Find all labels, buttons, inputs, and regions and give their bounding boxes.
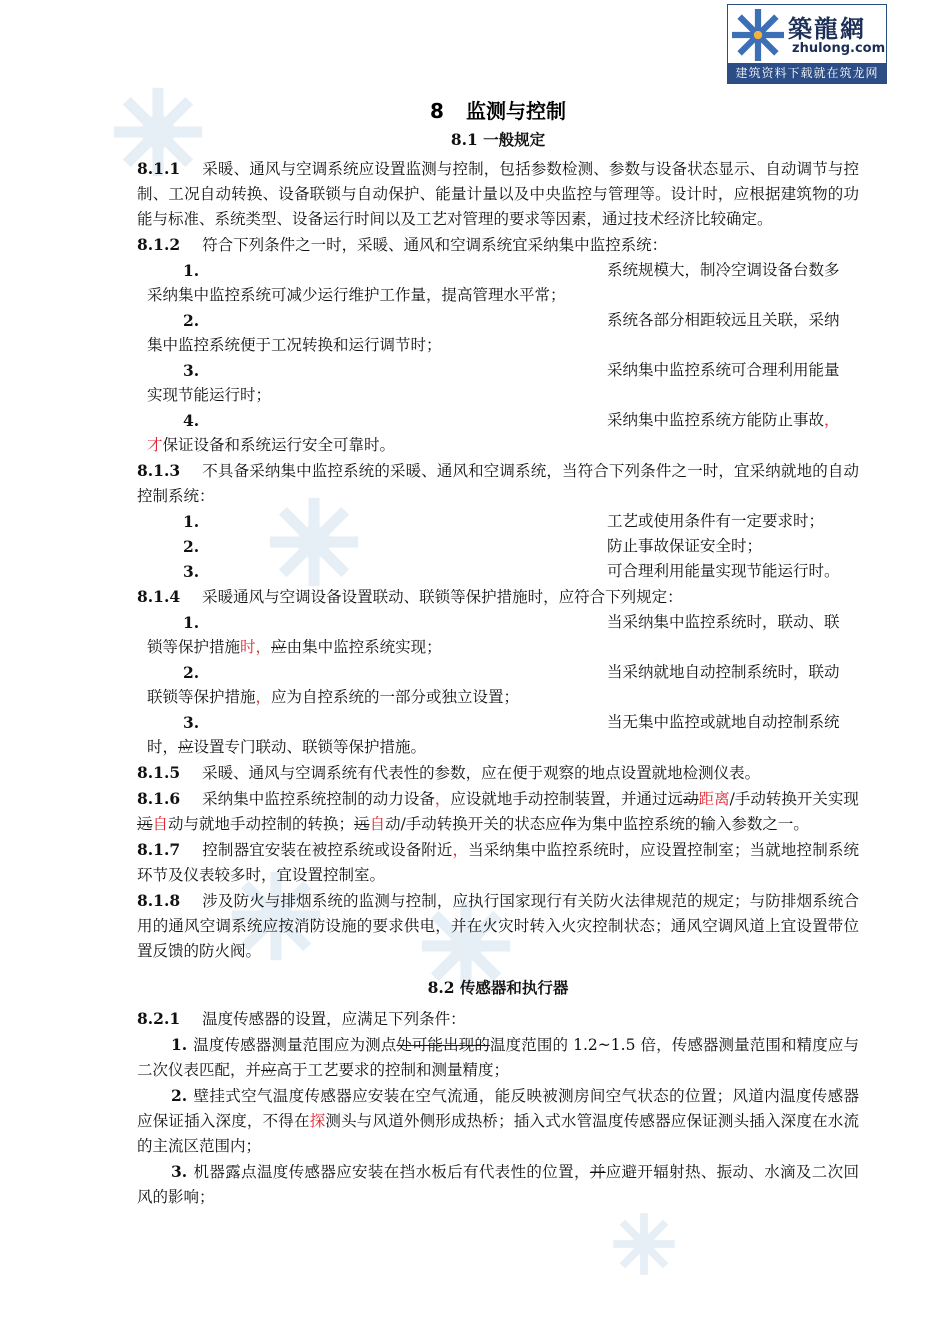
list-item: 1. 工艺或使用条件有一定要求时； <box>183 512 825 531</box>
clause-8-1-5: 8.1.5 采暖、通风与空调系统有代表性的参数，应在便于观察的地点设置就地检测仪表。 <box>137 763 761 782</box>
logo-slogan: 建筑资料下载就在筑龙网 <box>728 63 886 83</box>
clause-8-1-7: 8.1.7 控制器宜安装在被控系统或设备附近，当采纳集中监控系统时，应设置控制室；当就地控制系统环节及仪表较多时，宜设置控制室。 <box>137 840 859 884</box>
clause-8-1-3: 8.1.3 不具备采纳集中监控系统的采暖、通风和空调系统，当符合下列条件之一时，宜采纳就地的自动控制系统： <box>137 461 859 505</box>
clause-8-1-1: 8.1.1 采暖、通风与空调系统应设置监测与控制，包括参数检测、参数与设备状态显示、自动调节与控制、工况自动转换、设备联锁与自动保护、能量计量以及中央监控与管理等。设计时，应根据建筑物的功能与标准、系统类型、设备运行时间以及工艺对管理的要求等因素，通过技术经济比较确定。 <box>137 159 859 228</box>
list-item: 2. 防止事故保证安全时； <box>183 537 763 556</box>
list-item: 4. 采纳集中监控系统方能防止事故， <box>183 411 840 430</box>
list-item-continuation: 才保证设备和系统运行安全可靠时。 <box>147 436 396 454</box>
section-title-8-1: 8.1 一般规定 <box>450 130 546 149</box>
document-body <box>137 96 859 1210</box>
list-item: 3. 当无集中监控或就地自动控制系统 <box>183 713 840 732</box>
clause-8-2-1: 8.2.1 温度传感器的设置，应满足下列条件： <box>137 1009 466 1028</box>
clause-8-1-8: 8.1.8 涉及防火与排烟系统的监测与控制，应执行国家现行有关防火法律规范的规定；与防排烟系统合用的通风空调系统应按消防设施的要求供电，并在火灾时转入火灾控制状态；通风空调风道上宜设置带位置反馈的防火阀。 <box>137 891 859 960</box>
logo-name: 築龍網 <box>788 14 866 43</box>
list-item: 2. 当采纳就地自动控制系统时，联动 <box>183 663 840 682</box>
section-title-8-2: 8.2 传感器和执行器 <box>427 978 569 997</box>
logo-url: zhulong.com <box>792 41 886 56</box>
clause-8-1-2: 8.1.2 符合下列条件之一时，采暖、通风和空调系统宜采纳集中监控系统： <box>137 235 668 254</box>
list-item: 1. 温度传感器测量范围应为测点处可能出现的温度范围的 1.2~1.5 倍，传感器测量范围和精度应与二次仪表匹配，并应高于工艺要求的控制和测量精度； <box>137 1035 859 1079</box>
list-item-continuation: 采纳集中监控系统可减少运行维护工作量，提高管理水平常； <box>147 286 566 304</box>
list-item: 3. 采纳集中监控系统可合理利用能量 <box>183 361 840 380</box>
clause-8-1-4: 8.1.4 采暖通风与空调设备设置联动、联锁等保护措施时，应符合下列规定： <box>137 587 683 606</box>
list-item-continuation: 集中监控系统便于工况转换和运行调节时； <box>147 336 442 354</box>
list-item: 1. 系统规模大，制冷空调设备台数多 <box>183 261 840 280</box>
list-item: 2. 系统各部分相距较远且关联，采纳 <box>183 311 840 330</box>
list-item: 2. 壁挂式空气温度传感器应安装在空气流通，能反映被测房间空气状态的位置；风道内温度传感器应保证插入深度，不得在探测头与风道外侧形成热桥；插入式水管温度传感器应保证测头插入深度在水流的主流区范围内； <box>137 1086 859 1155</box>
chapter-title: 8 监测与控制 <box>430 99 566 123</box>
list-item-continuation: 时，应设置专门联动、联锁等保护措施。 <box>147 738 427 756</box>
clause-8-1-6: 8.1.6 采纳集中监控系统控制的动力设备，应设就地手动控制装置，并通过远动距离/手动转换开关实现远自动与就地手动控制的转换；远自动/手动转换开关的状态应作为集中监控系统的输入参数之一。 <box>137 789 859 833</box>
list-item-continuation: 联锁等保护措施，应为自控系统的一部分或独立设置； <box>147 688 520 706</box>
list-item: 3. 机器露点温度传感器应安装在挡水板后有代表性的位置，并应避开辐射热、振动、水滴及二次回风的影响； <box>137 1162 859 1206</box>
zhulong-logo[interactable] <box>727 4 887 84</box>
list-item-continuation: 实现节能运行时； <box>147 386 272 404</box>
list-item: 3. 可合理利用能量实现节能运行时。 <box>183 562 840 581</box>
list-item-continuation: 锁等保护措施时，应由集中监控系统实现； <box>147 638 442 656</box>
list-item: 1. 当采纳集中监控系统时，联动、联 <box>183 613 840 632</box>
snowflake-logo-icon <box>732 9 784 61</box>
watermark-snowflake-icon <box>612 1212 676 1276</box>
